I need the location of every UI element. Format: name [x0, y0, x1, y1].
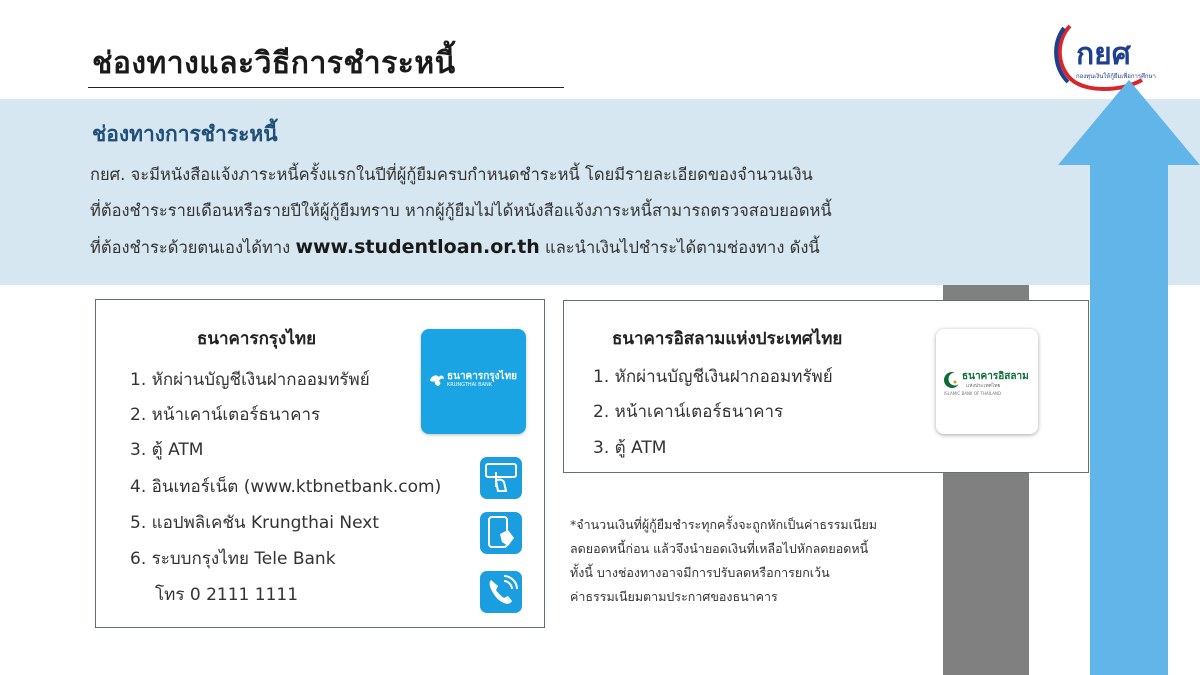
intro-line-3 — [90, 229, 950, 266]
islamic-bank-title: ธนาคารอิสลามแห่งประเทศไทย — [612, 329, 843, 349]
internet-banking-icon — [480, 457, 522, 499]
section-heading: ช่องทางการชำระหนี้ — [92, 122, 278, 146]
fee-note-line-2: ลดยอดหนี้ก่อน แล้วจึงนำยอดเงินที่เหลือไปหักลดยอดหนี้ — [570, 541, 869, 556]
krungthai-logo — [421, 329, 526, 434]
mobile-app-icon — [480, 512, 522, 554]
islamic-logo-sub: แห่งประเทศไทย — [966, 383, 1001, 389]
intro-paragraph — [90, 157, 950, 266]
krungthai-title: ธนาคารกรุงไทย — [197, 329, 317, 349]
krungthai-item-5: 5. แอปพลิเคชัน Krungthai Next — [130, 513, 380, 533]
islamic-item-1: 1. หักผ่านบัญชีเงินฝากออมทรัพย์ — [593, 367, 833, 387]
fee-note — [570, 513, 940, 609]
krungthai-logo-sub: KRUNGTHAI BANK — [447, 382, 493, 388]
krungthai-logo-text: ธนาคารกรุงไทย — [447, 371, 518, 382]
studentloan-url-link[interactable]: www.studentloan.or.th — [295, 236, 540, 258]
svg-text:กองทุนเงินให้กู้ยืมเพื่อการศึก: กองทุนเงินให้กู้ยืมเพื่อการศึกษา — [1076, 73, 1156, 80]
krungthai-bird-icon — [429, 373, 445, 387]
page-title: ช่องทางและวิธีการชำระหนี้ — [92, 46, 456, 81]
krungthai-item-4: 4. อินเทอร์เน็ต (www.ktbnetbank.com) — [130, 477, 442, 497]
krungthai-phone: โทร 0 2111 1111 — [155, 585, 299, 605]
intro-line-3-post: และนำเงินไปชำระได้ตามช่องทาง ดังนี้ — [539, 238, 820, 257]
islamic-item-2: 2. หน้าเคาน์เตอร์ธนาคาร — [593, 402, 784, 422]
fee-note-line-4: ค่าธรรมเนียมตามประกาศของธนาคาร — [570, 589, 778, 604]
fee-note-line-1: *จำนวนเงินที่ผู้กู้ยืมชำระทุกครั้งจะถูกหักเป็นค่าธรรมเนียม — [570, 517, 878, 532]
intro-line-1: กยศ. จะมีหนังสือแจ้งภาระหนี้ครั้งแรกในปีที่ผู้กู้ยืมครบกำหนดชำระหนี้ โดยมีรายละเอียดของจำนวนเงิน — [90, 165, 813, 184]
phone-icon — [480, 571, 522, 613]
krungthai-item-3: 3. ตู้ ATM — [130, 440, 204, 460]
krungthai-item-6: 6. ระบบกรุงไทย Tele Bank — [130, 549, 336, 569]
blue-arrow-overlay — [1058, 80, 1200, 675]
islamic-bank-logo — [936, 329, 1038, 434]
crescent-icon — [943, 370, 961, 390]
intro-line-2: ที่ต้องชำระรายเดือนหรือรายปีให้ผู้กู้ยืมทราบ หากผู้กู้ยืมไม่ได้หนังสือแจ้งภาระหนี้สามารถตรวจสอบยอดหนี้ — [90, 201, 832, 220]
islamic-logo-text: ธนาคารอิสลาม — [962, 371, 1029, 382]
islamic-item-3: 3. ตู้ ATM — [593, 438, 667, 458]
islamic-logo-sub2: ISLAMIC BANK OF THAILAND — [944, 391, 1002, 396]
svg-text:กยศ: กยศ — [1076, 37, 1131, 72]
title-underline — [88, 87, 564, 88]
krungthai-item-1: 1. หักผ่านบัญชีเงินฝากออมทรัพย์ — [130, 370, 370, 390]
intro-line-3-pre: ที่ต้องชำระด้วยตนเองได้ทาง — [90, 238, 296, 257]
fee-note-line-3: ทั้งนี้ บางช่องทางอาจมีการปรับลดหรือการยกเว้น — [570, 565, 830, 580]
krungthai-item-2: 2. หน้าเคาน์เตอร์ธนาคาร — [130, 405, 321, 425]
